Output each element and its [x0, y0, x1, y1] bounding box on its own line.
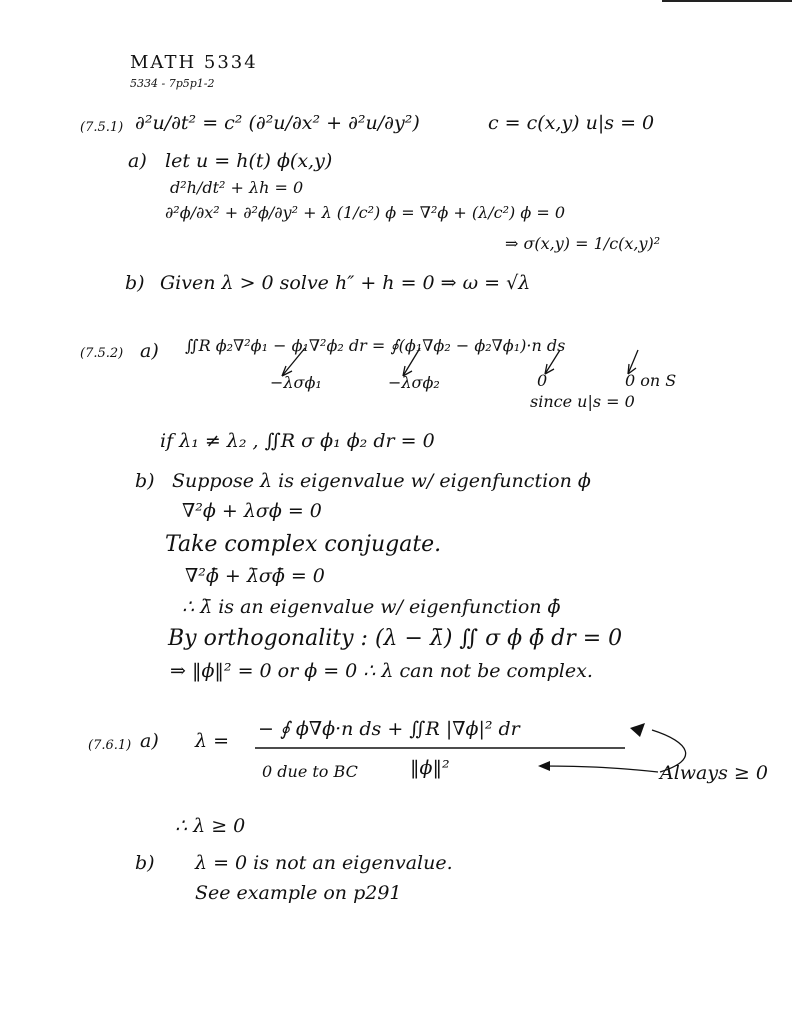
part-label-b: b) — [125, 272, 145, 294]
example-reference: See example on p291 — [195, 882, 402, 904]
nonnegative-conclusion: ∴ λ ≥ 0 — [175, 815, 246, 837]
boundary-conditions: c = c(x,y) u|s = 0 — [488, 112, 655, 134]
boundary-zero-2: 0 on S — [625, 371, 677, 390]
boundary-zero-1: 0 — [537, 371, 548, 390]
frequency-solution: Given λ > 0 solve h″ + h = 0 ⇒ ω = √λ — [160, 272, 531, 294]
rayleigh-denominator: ‖ϕ‖² — [410, 757, 450, 779]
substitution-phi1: −λσϕ₁ — [270, 373, 322, 392]
substitution-phi2: −λσϕ₂ — [388, 373, 440, 392]
spatial-pde: ∂²ϕ/∂x² + ∂²ϕ/∂y² + λ (1/c²) ϕ = ∇²ϕ + (λ/c²) ϕ = 0 — [165, 203, 565, 222]
part-label-a: a) — [128, 150, 147, 172]
arrow-to-sub1 — [282, 348, 305, 376]
arrow-always-to-numerator — [652, 730, 686, 772]
part-label-a: a) — [140, 730, 159, 752]
part-label-b: b) — [135, 470, 155, 492]
separation-of-variables: let u = h(t) ϕ(x,y) — [165, 150, 333, 172]
rayleigh-numerator: − ∮ ϕ∇ϕ·n ds + ∬R |∇ϕ|² dr — [258, 718, 520, 740]
eigenvalue-assumption: Suppose λ is eigenvalue w/ eigenfunction ϕ — [172, 470, 591, 492]
part-label-a: a) — [140, 340, 159, 362]
wave-equation: ∂²u/∂t² = c² (∂²u/∂x² + ∂²u/∂y²) — [135, 112, 420, 134]
orthogonality-statement: if λ₁ ≠ λ₂ , ∬R σ ϕ₁ ϕ₂ dr = 0 — [160, 430, 435, 452]
weight-function: ⇒ σ(x,y) = 1/c(x,y)² — [505, 234, 661, 253]
conjugate-eigenvalue: ∴ λ̄ is an eigenvalue w/ eigenfunction ϕ̄ — [182, 596, 561, 618]
since-note: since u|s = 0 — [530, 392, 635, 411]
page-title: MATH 5334 — [130, 52, 258, 73]
eigen-equation: ∇²ϕ + λσϕ = 0 — [182, 500, 322, 522]
page-subtitle: 5334 - 7p5p1-2 — [130, 77, 215, 90]
arrow-always-to-denominator — [540, 766, 658, 772]
time-ode: d²h/dt² + λh = 0 — [170, 178, 304, 197]
problem-number-7-6-1: (7.6.1) — [88, 738, 132, 753]
nonnegative-note: Always ≥ 0 — [660, 762, 768, 784]
complex-conjugate-step: Take complex conjugate. — [165, 532, 442, 557]
real-eigenvalue-conclusion: ⇒ ‖ϕ‖² = 0 or ϕ = 0 ∴ λ can not be complex. — [170, 660, 593, 682]
boundary-term-note: 0 due to BC — [262, 762, 358, 781]
problem-number-7-5-1: (7.5.1) — [80, 120, 124, 135]
part-label-b: b) — [135, 852, 155, 874]
problem-number-7-5-2: (7.5.2) — [80, 346, 124, 361]
greens-identity: ∬R ϕ₂∇²ϕ₁ − ϕ₁∇²ϕ₂ dr = ∮(ϕ₁∇ϕ₂ − ϕ₂∇ϕ₁)·n ds — [185, 336, 566, 355]
rayleigh-lhs: λ = — [195, 730, 230, 752]
zero-eigenvalue-statement: λ = 0 is not an eigenvalue. — [195, 852, 453, 874]
conjugate-equation: ∇²ϕ̄ + λ̄σϕ̄ = 0 — [185, 565, 325, 587]
arrow-always-head — [630, 723, 645, 737]
orthogonality-argument: By orthogonality : (λ − λ̄) ∬ σ ϕ ϕ̄ dr = 0 — [168, 626, 623, 651]
arrow-denominator-head — [538, 761, 550, 771]
